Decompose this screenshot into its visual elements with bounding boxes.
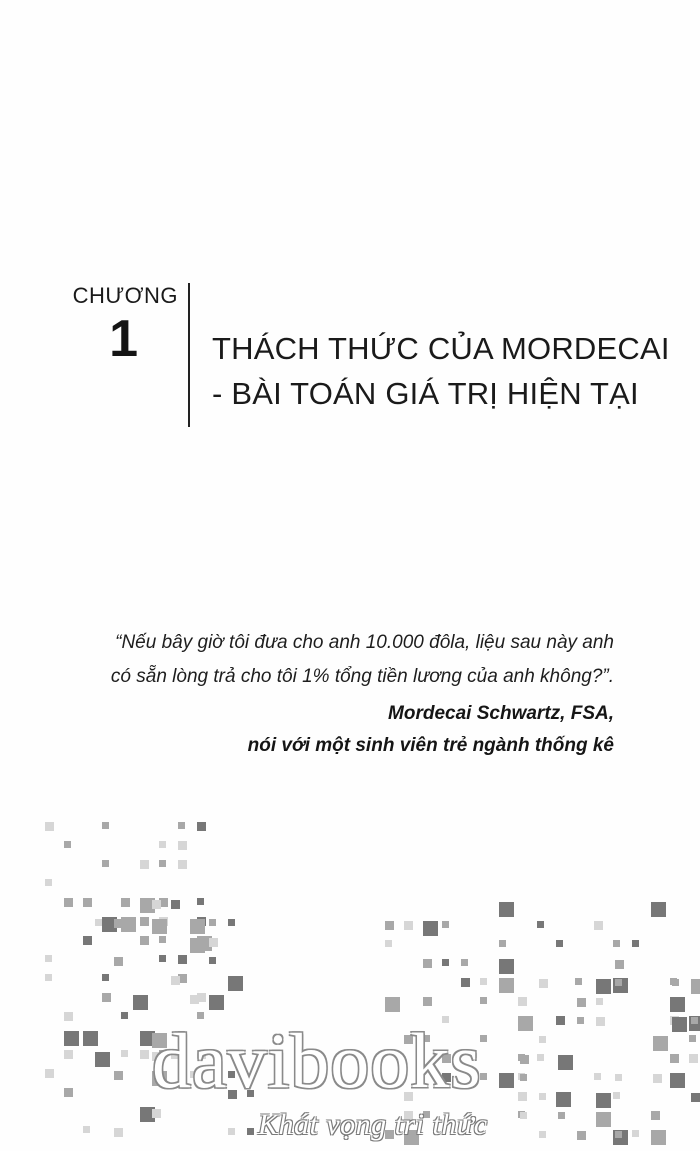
mosaic-square <box>461 959 468 966</box>
mosaic-square <box>159 860 166 867</box>
mosaic-square <box>121 898 130 907</box>
mosaic-square <box>423 997 432 1006</box>
mosaic-square <box>539 1131 546 1138</box>
mosaic-square <box>83 936 92 945</box>
mosaic-square <box>632 940 639 947</box>
mosaic-square <box>95 1052 110 1067</box>
mosaic-square <box>178 841 187 850</box>
watermark-brand: davibooks <box>152 1017 482 1104</box>
mosaic-square <box>613 1092 620 1099</box>
mosaic-square <box>556 1016 565 1025</box>
mosaic-square <box>691 1093 700 1102</box>
mosaic-square <box>152 1109 161 1118</box>
mosaic-square <box>45 955 52 962</box>
mosaic-square <box>594 1073 601 1080</box>
mosaic-square <box>596 1093 611 1108</box>
mosaic-square <box>385 921 394 930</box>
mosaic-square <box>480 997 487 1004</box>
mosaic-square <box>64 1031 79 1046</box>
mosaic-square <box>499 978 514 993</box>
mosaic-square <box>102 822 109 829</box>
mosaic-square <box>45 822 54 831</box>
chapter-title-line-1: THÁCH THỨC CỦA MORDECAI <box>212 331 670 366</box>
mosaic-square <box>140 917 149 926</box>
attribution-line-2: nói với một sinh viên trẻ ngành thống kê <box>247 735 614 756</box>
mosaic-square <box>596 998 603 1005</box>
mosaic-square <box>190 919 205 934</box>
mosaic-square <box>178 860 187 869</box>
mosaic-square <box>615 979 622 986</box>
mosaic-square <box>209 919 216 926</box>
mosaic-square <box>228 976 243 991</box>
mosaic-square <box>632 1130 639 1137</box>
mosaic-square <box>615 1131 622 1138</box>
mosaic-square <box>670 1054 679 1063</box>
mosaic-square <box>197 898 204 905</box>
mosaic-square <box>83 1031 98 1046</box>
mosaic-square <box>133 995 148 1010</box>
mosaic-square <box>121 1012 128 1019</box>
mosaic-square <box>209 938 218 947</box>
mosaic-square <box>114 919 123 928</box>
mosaic-square <box>171 976 180 985</box>
mosaic-square <box>537 1054 544 1061</box>
mosaic-square <box>672 979 679 986</box>
mosaic-square <box>140 936 149 945</box>
mosaic-square <box>209 957 216 964</box>
mosaic-square <box>651 1111 660 1120</box>
mosaic-square <box>556 1092 571 1107</box>
mosaic-square <box>190 938 205 953</box>
mosaic-square <box>539 979 548 988</box>
mosaic-square <box>64 1088 73 1097</box>
mosaic-square <box>152 919 167 934</box>
mosaic-square <box>385 940 392 947</box>
mosaic-square <box>672 1017 687 1032</box>
mosaic-square <box>121 917 136 932</box>
mosaic-square <box>64 841 71 848</box>
mosaic-square <box>102 993 111 1002</box>
mosaic-square <box>159 841 166 848</box>
mosaic-square <box>178 955 187 964</box>
mosaic-square <box>556 940 563 947</box>
mosaic-square <box>385 997 400 1012</box>
mosaic-square <box>114 1071 123 1080</box>
mosaic-square <box>520 1055 529 1064</box>
mosaic-square <box>442 921 449 928</box>
mosaic-square <box>140 860 149 869</box>
mosaic-square <box>691 979 700 994</box>
mosaic-square <box>651 1130 666 1145</box>
mosaic-square <box>613 940 620 947</box>
mosaic-square <box>64 1050 73 1059</box>
mosaic-square <box>114 1128 123 1137</box>
mosaic-square <box>228 1128 235 1135</box>
mosaic-square <box>178 822 185 829</box>
mosaic-square <box>577 1017 584 1024</box>
mosaic-square <box>64 1012 73 1021</box>
mosaic-square <box>615 960 624 969</box>
mosaic-square <box>520 1074 527 1081</box>
mosaic-square <box>691 1017 698 1024</box>
mosaic-square <box>197 822 206 831</box>
mosaic-square <box>558 1112 565 1119</box>
mosaic-square <box>102 860 109 867</box>
mosaic-square <box>171 900 180 909</box>
mosaic-square <box>653 1036 668 1051</box>
mosaic-square <box>499 902 514 917</box>
chapter-title-line-2: - BÀI TOÁN GIÁ TRỊ HIỆN TẠI <box>212 376 639 411</box>
mosaic-square <box>64 898 73 907</box>
mosaic-square <box>594 921 603 930</box>
mosaic-square <box>190 995 199 1004</box>
mosaic-square <box>423 959 432 968</box>
mosaic-square <box>596 1017 605 1026</box>
mosaic-square <box>499 959 514 974</box>
mosaic-square <box>653 1074 662 1083</box>
mosaic-square <box>651 902 666 917</box>
mosaic-square <box>558 1055 573 1070</box>
mosaic-square <box>83 898 92 907</box>
mosaic-square <box>209 995 224 1010</box>
mosaic-square <box>461 978 470 987</box>
mosaic-square <box>577 998 586 1007</box>
chapter-number: 1 <box>109 310 138 368</box>
mosaic-square <box>45 974 52 981</box>
mosaic-square <box>480 978 487 985</box>
mosaic-square <box>83 1126 90 1133</box>
mosaic-square <box>102 974 109 981</box>
chapter-label: CHƯƠNG <box>72 283 178 308</box>
mosaic-square <box>45 1069 54 1078</box>
mosaic-square <box>615 1074 622 1081</box>
mosaic-square <box>45 879 52 886</box>
mosaic-square <box>539 1036 546 1043</box>
mosaic-square <box>520 1112 527 1119</box>
mosaic-square <box>518 1016 533 1031</box>
mosaic-square <box>499 1073 514 1088</box>
mosaic-square <box>114 957 123 966</box>
mosaic-square <box>596 979 611 994</box>
mosaic-square <box>423 921 438 936</box>
mosaic-square <box>404 921 413 930</box>
epigraph-line-2: có sẵn lòng trả cho tôi 1% tổng tiền lương của anh không?”. <box>110 666 614 687</box>
mosaic-square <box>442 959 449 966</box>
mosaic-square <box>228 919 235 926</box>
mosaic-square <box>95 919 102 926</box>
mosaic-square <box>689 1054 698 1063</box>
mosaic-square <box>159 955 166 962</box>
mosaic-square <box>575 978 582 985</box>
mosaic-square <box>499 940 506 947</box>
mosaic-square <box>520 998 527 1005</box>
mosaic-square <box>152 900 161 909</box>
epigraph-line-1: “Nếu bây giờ tôi đưa cho anh 10.000 đôla, liệu sau này anh <box>115 632 614 653</box>
attribution-line-1: Mordecai Schwartz, FSA, <box>388 703 614 724</box>
watermark-slogan: Khát vọng tri thức <box>258 1108 488 1141</box>
mosaic-square <box>140 1050 149 1059</box>
mosaic-square <box>518 1092 527 1101</box>
mosaic-square <box>596 1112 611 1127</box>
mosaic-square <box>670 997 685 1012</box>
mosaic-square <box>539 1093 546 1100</box>
mosaic-square <box>159 936 166 943</box>
mosaic-square <box>247 1128 254 1135</box>
mosaic-square <box>577 1131 586 1140</box>
mosaic-square <box>670 1073 685 1088</box>
mosaic-square <box>121 1050 128 1057</box>
mosaic-square <box>689 1035 696 1042</box>
mosaic-square <box>537 921 544 928</box>
